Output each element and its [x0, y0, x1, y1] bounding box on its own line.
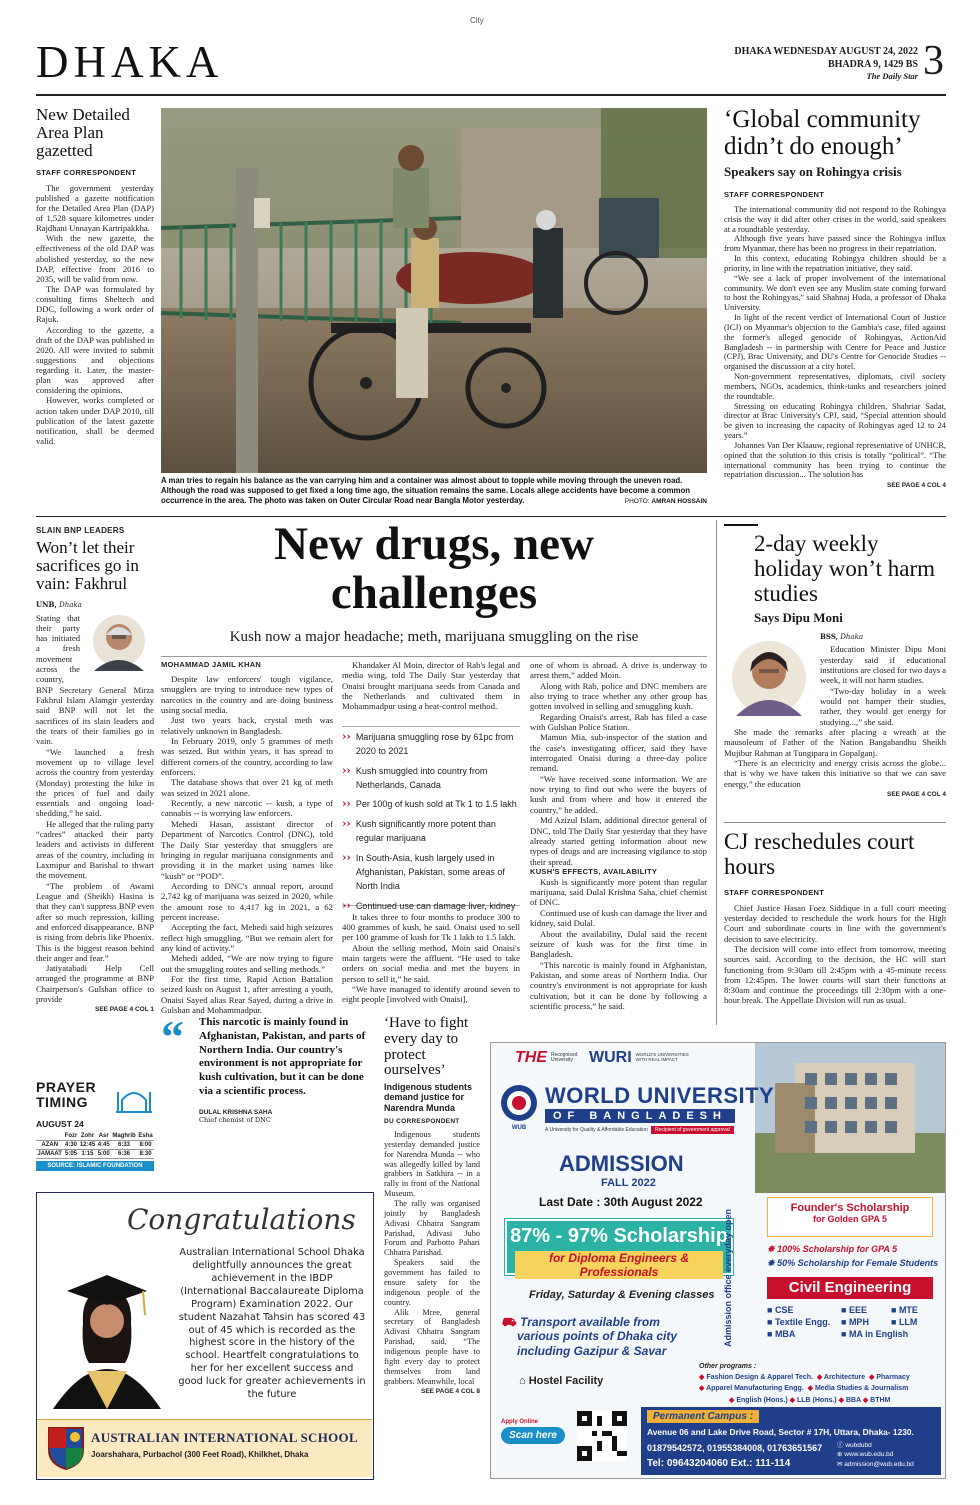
table-cell: Asr — [96, 1132, 110, 1141]
founder-box — [767, 1197, 933, 1237]
paragraph: Mehedi added, “We are now trying to figure out the smuggling routes and selling methods.” — [161, 953, 333, 974]
program-item: ■ MTE — [891, 1305, 918, 1315]
scholarship-item-text: 100% Scholarship for GPA 5 — [777, 1244, 898, 1254]
prayer-title-1: PRAYER — [36, 1079, 97, 1095]
paragraph: Accepting the fact, Mehedi said high seizures reflect high smuggling. “But we remain alert for any kind of activity.” — [161, 922, 333, 953]
campus-photo — [755, 1043, 945, 1193]
table-cell: 6:36 — [111, 1150, 137, 1159]
program-item: ■ MPH — [841, 1317, 869, 1327]
email-link[interactable] — [837, 1460, 914, 1469]
drugs-subsection-head: KUSH'S EFFECTS, AVAILABILITY — [530, 866, 658, 876]
chevron-right-icon: ›› — [342, 851, 351, 865]
quote-icon: “ — [161, 1011, 184, 1062]
table-cell: AZAN — [36, 1141, 63, 1150]
paragraph: Regarding Onaisi's arrest, Rab has filed a case with Gulshan Police Station. — [530, 711, 707, 733]
program-grid — [767, 1305, 935, 1339]
paragraph: The decision will come into effect from tomorrow, meeting sources said. According to the decision, the HC will start functioning from 9:30am till 2:45pm with a 45-minute recess from 12:45pm. The lower courts will start their functions at 8:30am and continue the proceedings till 2:30pm with a one-hour break. The Appellate Division will run as usual. — [724, 943, 946, 1006]
paragraph: Along with Rab, police and DNC members are also trying to trace whether any other group has gotten involved in selling and smuggling kush. — [530, 680, 707, 712]
other-programs — [699, 1361, 943, 1406]
paragraph: Continued use of kush can damage the liver and kidney, said Dulal. — [530, 907, 707, 929]
paragraph: However, works completed or action taken under DAP 2010, till publication of the latest gazette notification, shall be deemed valid. — [36, 395, 154, 447]
paragraph: Stressing on educating Rohingya children, Shahriar Sadat, director at Brac University's CPJ, said, “Special attention should be given to increasing the capacity of Rohingyas aged 12 to 24 years.” — [724, 401, 946, 441]
hostel-label: Hostel Facility — [528, 1375, 604, 1387]
paragraph: He alleged that the ruling party “cadres” attacked their party leaders and activists in different areas of the country, including in Laxmipur and Barishal to thwart the movement. — [36, 818, 154, 881]
table-cell — [36, 1132, 63, 1141]
paragraph: According to DNC's annual report, around 2,742 kg of marijuana was seized in 2020, while the amount rose to 4,417 kg in 2021, a 62 percent increase. — [161, 880, 333, 922]
hostel-text — [519, 1375, 603, 1387]
paragraph: Johannes Van Der Klaauw, regional representative of UNHCR, opined that the solution to this crisis is totally “political”. “The international community has been trying to continue the repatriation discussion... The solution has — [724, 440, 946, 480]
paragraph: In February 2019, only 5 grammes of meth was seized. But within years, it has spread to different corners of the country, according to law enforcers. — [161, 736, 333, 778]
other-item: Pharmacy — [876, 1374, 910, 1382]
school-name: AUSTRALIAN INTERNATIONAL SCHOOL — [91, 1430, 358, 1445]
facebook-icon: ⓕ — [837, 1442, 844, 1449]
home-icon: ⌂ — [519, 1375, 526, 1387]
drugs-headline-line2: challenges — [330, 567, 538, 620]
chevron-right-icon: ›› — [342, 797, 351, 811]
scholarship-banner — [505, 1219, 733, 1279]
rule-mark — [724, 524, 758, 526]
paragraph: The government yesterday published a gazette notification for the Detailed Area Plan (DAP) of 1,528 square kilometres under Rajdhani Unnayan Kartripakkha. — [36, 182, 154, 234]
paragraph: In this context, educating Rohingya children should be a priority, in line with the repatriation initiative, they said. — [724, 254, 946, 273]
prayer-title — [36, 1080, 96, 1109]
photo-caption — [161, 476, 707, 507]
rohingya-body — [724, 205, 946, 480]
dap-article — [36, 106, 154, 446]
scholarship-headline: 87% - 97% Scholarship — [510, 1225, 728, 1247]
paragraph: Mehedi Hasan, assistant director of Department of Narcotics Control (DNC), told The Daily Star yesterday that smugglers are bringing in regular marijuana consignments and providing it in the market using names like “kush” or “POD”. — [161, 818, 333, 881]
last-date: Last Date : 30th August 2022 — [539, 1195, 703, 1209]
star-icon: ✸ — [767, 1257, 775, 1268]
bnp-article — [36, 526, 154, 1013]
cj-body — [724, 903, 946, 1006]
photo-credit — [625, 498, 707, 506]
paragraph: “The problem of Awami League and (Sheikh) Hasina is that they can't suppress BNP even after so much repression, killing and enforced disappearance. BNP is rising from debris like Phoenix. This is the biggest reason behind their anger and fear.” — [36, 880, 154, 963]
uni-tagline: A University for Quality & Affordable Education — [545, 1127, 648, 1133]
bnp-jump[interactable]: SEE PAGE 4 COL 1 — [94, 1006, 154, 1014]
email-text: admission@wub.edu.bd — [844, 1460, 914, 1468]
uni-name: WORLD UNIVERSITY — [545, 1083, 775, 1108]
prayer-header — [36, 1080, 154, 1118]
paragraph: Although five years have passed since the Rohingya influx from Myanmar, there has been no progress in their repatriation. — [724, 234, 946, 254]
paragraph: Alik Mree, general secretary of Bangladesh Adivasi Chhatra Sangram Parishad, said, “The indigenous people have to fight every day to protect themselves from land grabbers. Meanwhile, local — [384, 1307, 480, 1386]
rohingya-article — [724, 106, 946, 489]
website-text: www.wub.edu.bd — [844, 1451, 894, 1459]
transport-1: Transport available from — [520, 1315, 660, 1329]
table-cell: Maghrib — [112, 1133, 136, 1139]
paragraph: She made the remarks after placing a wreath at the mausoleum of Father of the Nation Bangabandhu Sheikh Mujibur Rahman at Tungipara in Gopalganj. — [724, 726, 946, 758]
university-ad — [490, 1042, 946, 1479]
civil-engineering: Civil Engineering — [767, 1277, 933, 1299]
star-icon: ✸ — [767, 1244, 775, 1254]
the-logo-text: THE — [515, 1049, 547, 1066]
paragraph: With the new gazette, the effectiveness of the old DAP was abolished yesterday, so the new DAP, effective from 2016 to 2035, will be valid from now. — [36, 233, 154, 284]
drugs-col3-body — [530, 660, 707, 1011]
drugs-col1 — [161, 660, 333, 1015]
chevron-right-icon: ›› — [342, 729, 351, 743]
uni-recog: Recipient of government approval — [651, 1126, 734, 1134]
indigenous-article — [384, 1016, 480, 1395]
holiday-subhead: Says Dipu Moni — [754, 610, 843, 626]
highlight-text: In South-Asia, kush largely used in Afghanistan, Pakistan, some areas of North India — [355, 853, 505, 892]
paragraph: According to the gazette, a draft of the DAP was published in 2020. All were invited to submit suggestions and objections regarding it. Later, the master-plan was approved after considering the opinions. — [36, 324, 154, 396]
paragraph: Just two years back, crystal meth was relatively unknown in Bangladesh. — [161, 715, 333, 736]
table-cell: 8:30 — [137, 1150, 154, 1159]
semester: FALL 2022 — [601, 1177, 656, 1189]
campus-label: Permanent Campus : — [647, 1410, 759, 1423]
drugs-col2-top — [342, 660, 520, 712]
bnp-agency: UNB, — [36, 599, 57, 609]
masthead-rule — [36, 94, 946, 96]
cj-article — [724, 830, 946, 1006]
contact-list — [837, 1441, 914, 1469]
program-label: EEE — [848, 1305, 867, 1315]
wub-crest-icon — [499, 1083, 539, 1123]
paragraph: “We have received some information. We are now trying to find out who were the buyers of kush and from where and how it entered the country,” he added. — [530, 773, 707, 815]
credit-name: AMRAN HOSSAIN — [651, 498, 707, 506]
highlight-text: Kush smuggled into country from Netherlands, Canada — [355, 765, 488, 790]
drugs-rule — [161, 656, 707, 657]
paragraph: “We have managed to identify around seven to eight people [involved with Onaisi], — [342, 984, 520, 1005]
other-row: ◆ English (Hons.) ◆ LLB (Hons.) ◆ BBA ◆ BTHM — [729, 1396, 891, 1404]
prayer-table — [36, 1132, 154, 1159]
transport-block — [501, 1315, 721, 1358]
drugs-col1-body — [161, 674, 333, 1015]
section-tag: City — [470, 16, 484, 25]
classes-text: Friday, Saturday & Evening classes — [529, 1289, 715, 1301]
school-address: Joarshahara, Purbachol (300 Feet Road), Khilkhet, Dhaka — [91, 1450, 309, 1459]
highlight-text: Per 100g of kush sold at Tk 1 to 1.5 lakh — [355, 799, 517, 810]
quote-text: This narcotic is mainly found in Afghanistan, Pakistan, and parts of Northern India. Our country's environment is not appropriate for kush cultivation, but it can be done via a scientific process. — [199, 1016, 366, 1097]
fakhrul-portrait — [84, 613, 154, 673]
table-cell: 8:00 — [137, 1141, 154, 1150]
admission-title: ADMISSION — [559, 1151, 684, 1176]
paragraph: Md Azizul Islam, additional director general of DNC, told The Daily Star yesterday that they have already started getting information about new types of drugs and are increasing vigilance to stop their spread. — [530, 815, 707, 867]
wuri-logo-text: WURI — [589, 1049, 632, 1066]
drugs-headline — [161, 520, 707, 646]
program-item: ■ EEE — [841, 1305, 867, 1315]
paragraph: In light of the recent verdict of International Court of Justice (ICJ) on Myanmar's objection to the Gambia's case, filed against the former's alleged genocide of Rohingyas, ActionAid Bangladesh -- in partnership with Centre for Peace and Justice (CPJ), Brac University, and DU's Centre for Genocide Studies -- organised the discussion at a city hotel. — [724, 313, 946, 372]
date-line: DHAKA WEDNESDAY AUGUST 24, 2022 — [734, 46, 918, 57]
table-cell: Esha — [138, 1133, 153, 1139]
paragraph: Non-government representatives, diplomats, civil society members, NGOs, academics, think-tanks and researchers joined the roundtable. — [724, 372, 946, 401]
other-row: ◆ Apparel Manufacturing Engg. ◆ Media Studies & Journalism — [699, 1385, 909, 1393]
bangla-date: BHADRA 9, 1429 BS — [827, 58, 918, 70]
table-cell: 4:45 — [97, 1142, 110, 1148]
rohingya-byline: STAFF CORRESPONDENT — [724, 190, 825, 199]
paragraph: Indigenous students yesterday demanded justice for Narendra Munda -- who was allegedly killed by land grabbers in Satkhira -- in a rally in front of the National Museum. — [384, 1130, 480, 1199]
qr-code[interactable] — [577, 1411, 627, 1461]
indigenous-jump[interactable]: SEE PAGE 4 COL 8 — [420, 1388, 480, 1396]
mosque-icon — [114, 1082, 154, 1114]
bnp-paragraphs — [36, 747, 154, 1005]
telephone: Tel: 09643204060 Ext.: 111-114 — [647, 1458, 791, 1469]
highlight-text: Kush significantly more potent than regular marijuana — [355, 819, 496, 844]
wuri-logo-sub: WORLD'S UNIVERSITIES WITH REAL IMPACT — [635, 1052, 689, 1062]
drugs-col3 — [530, 660, 707, 1011]
section-title: DHAKA — [36, 37, 224, 87]
highlight-item — [342, 818, 520, 846]
drugs-byline: MOHAMMAD JAMIL KHAN — [161, 660, 262, 669]
bnp-body — [36, 613, 154, 1014]
section-rule — [724, 822, 946, 823]
table-cell: 5:00 — [97, 1151, 110, 1157]
prayer-timing-box — [36, 1080, 154, 1171]
bus-icon: ⛟ — [501, 1315, 517, 1329]
holiday-agency: BSS, — [820, 632, 839, 642]
scholarship-item-text: 50% Scholarship for Female Students — [777, 1257, 939, 1268]
rohingya-jump[interactable]: SEE PAGE 4 COL 4 — [886, 482, 946, 490]
chevron-right-icon: ›› — [342, 817, 351, 831]
program-label: CSE — [774, 1305, 794, 1315]
holiday-jump[interactable]: SEE PAGE 4 COL 4 — [886, 790, 946, 798]
wuri-logo — [589, 1049, 690, 1067]
table-header — [36, 1132, 154, 1141]
paragraph: Khandaker Al Moin, director of Rab's legal and media wing, told The Daily Star yesterday that Onaisi brought marijuana seeds from Canada and the Netherlands and cultivated them in Mohammadpur using a heat-control method. — [342, 660, 520, 712]
paragraph: Mamun Mia, sub-inspector of the station and the case's investigating officer, said they have interrogated Onaisi during a three-day police remand. — [530, 732, 707, 774]
founder-sub: for Golden GPA 5 — [812, 1214, 887, 1224]
rohingya-headline: ‘Global community didn’t do enough’ — [724, 106, 921, 160]
social-handle[interactable] — [837, 1441, 914, 1450]
other-item: Apparel Manufacturing Engg. — [706, 1385, 804, 1393]
drugs-col2 — [342, 660, 520, 1005]
transport-line — [501, 1315, 721, 1329]
other-item: Fashion Design & Apparel Tech. — [706, 1374, 813, 1382]
quote-author: DULAL KRISHNA SAHA — [199, 1108, 273, 1116]
drugs-subhead: Kush now a major headache; meth, marijuana smuggling on the rise — [229, 628, 639, 645]
paragraph: “We see a lack of proper involvement of the international community. We don't even see any Muslim state coming forward to host the Rohingyas,” said Shahnaj Huda, a professor of Dhaka University. — [724, 273, 946, 313]
prayer-title-2: TIMING — [36, 1093, 88, 1110]
highlight-item — [342, 731, 520, 759]
social-text: wubdubd — [845, 1442, 872, 1449]
table-cell: Fozr — [64, 1133, 78, 1139]
program-item: ■ MA in English — [841, 1329, 909, 1339]
prayer-date: AUGUST 24 — [36, 1119, 84, 1129]
school-crest-icon — [47, 1426, 85, 1470]
table-cell: 4:30 — [64, 1142, 77, 1148]
quote-role: Chief chemist of DNC — [199, 1115, 271, 1124]
office-open-vertical: Admission office everyday open — [723, 1208, 733, 1348]
website-link[interactable] — [837, 1450, 914, 1459]
program-label: MPH — [848, 1317, 869, 1327]
page-number: 3 — [923, 38, 944, 84]
dap-headline: New Detailed Area Plan gazetted — [36, 105, 130, 160]
program-item: ■ Textile Engg. — [767, 1317, 831, 1327]
table-cell: 6:33 — [111, 1141, 137, 1150]
other-item: English (Hons.) — [736, 1396, 788, 1404]
rohingya-subhead: Speakers say on Rohingya crisis — [724, 164, 902, 179]
globe-icon: ⊕ — [837, 1451, 843, 1459]
drugs-headline-line1: New drugs, new — [274, 518, 594, 570]
paragraph: Speakers said the government has failed to ensure safety for the indigenous people of the country. — [384, 1258, 480, 1307]
cj-headline: CJ reschedules court hours — [724, 829, 915, 879]
street-scene-image — [161, 108, 707, 473]
other-item: BBA — [845, 1396, 861, 1404]
paragraph: The international community did not respond to the Rohingya crisis the way it did after other crises in the world, said speakers at a roundtable yesterday. — [724, 205, 946, 234]
other-row: ◆ Fashion Design & Apparel Tech. ◆ Architecture ◆ Pharmacy — [699, 1374, 910, 1382]
holiday-place: Dhaka — [840, 633, 864, 642]
paragraph: About the availability, Dulal said the recent seizure of kush was for the first time in Bangladesh. — [530, 928, 707, 960]
program-label: LLM — [898, 1317, 918, 1327]
pull-quote — [161, 1011, 371, 1124]
congrats-title: Congratulations — [127, 1203, 356, 1236]
news-photo — [161, 108, 707, 473]
table-cell: Zohr — [79, 1132, 97, 1141]
cj-byline: STAFF CORRESPONDENT — [724, 887, 825, 897]
highlight-text: Continued use can damage liver, kidney — [355, 901, 516, 912]
caption-text: A man tries to regain his balance as the van carrying him and a container was almost about to topple while moving through the uneven road. Although the road was supposed to get fixed a long time ago, the situation remains the same. Locals allege accidents have become a common occurrence in the area. The photo was taken on Outer Circular Road near Bangla Motor yesterday. — [161, 476, 691, 506]
program-label: Textile Engg. — [774, 1317, 831, 1327]
table-cell: 1:15 — [79, 1150, 97, 1159]
founder-title: Founder's Scholarship — [790, 1202, 910, 1214]
campus-strip — [641, 1407, 941, 1475]
campus-address: Avenue 06 and Lake Drive Road, Sector # 17H, Uttara, Dhaka- 1230. — [647, 1427, 914, 1437]
paragraph: Jatiyatabadi Help Cell arranged the programme at BNP Chairperson's Gulshan office to provide — [36, 963, 154, 1005]
scholarship-item — [767, 1243, 938, 1257]
bnp-byline — [36, 600, 154, 609]
uni-sub: OF BANGLADESH — [545, 1109, 735, 1123]
program-item: ■ CSE — [767, 1305, 794, 1315]
school-footer — [37, 1419, 372, 1477]
program-item: ■ MBA — [767, 1329, 796, 1339]
transport-3: including Gazipur & Savar — [517, 1343, 667, 1358]
scan-here-button[interactable]: Scan here — [501, 1427, 565, 1444]
dap-body — [36, 183, 154, 447]
indigenous-subhead: Indigenous students demand justice for Narendra Munda — [384, 1082, 473, 1113]
program-label: MTE — [898, 1305, 918, 1315]
paragraph: “Two-day holiday in a week would not hamper their studies, rather, they would get energy for studying...,” she said. — [820, 685, 946, 727]
program-label: MA in English — [848, 1329, 909, 1339]
the-logo — [515, 1049, 599, 1067]
transport-2: various points of Dhaka city — [517, 1329, 678, 1344]
section-rule — [36, 516, 946, 517]
paragraph: It takes three to four months to produce 300 to 400 grammes of kush, he said. Onaisi used to sell per 100 gramme of kush for Tk 1 lakh to 1.5 lakh. — [342, 911, 520, 943]
holiday-headline: 2-day weekly holiday won’t harm studies — [754, 531, 935, 606]
apply-label: Apply Online — [501, 1419, 539, 1425]
paragraph: “This narcotic is mainly found in Afghanistan, Pakistan, and some areas of Northern India. Our country's environment is not appropriate for kush cultivation, but it can be done by following a scientific process,” he said. — [530, 959, 707, 1011]
highlight-item — [342, 765, 520, 793]
highlight-item — [342, 798, 520, 812]
chevron-right-icon: ›› — [342, 899, 351, 913]
apply-online-badge[interactable] — [501, 1419, 565, 1459]
highlight-item — [342, 852, 520, 894]
table-cell: JAMAAT — [37, 1151, 62, 1157]
bnp-place: Dhaka — [59, 600, 82, 609]
column-divider — [716, 520, 717, 1025]
highlights-box — [342, 726, 520, 913]
scholarship-sub: for Diploma Engineers & Professionals — [515, 1251, 723, 1279]
congrats-body: Australian International School Dhaka delightfully announces the great achievement in the IBDP (International Baccalaureate Diploma Program) Examination 2022. Our student Nazahat Tahsin has scored 43 out of 45 which is recorded as the highest score in the history of the school. Heartfelt congratulations to her for her excellent success and good luck for greater achievements in the future — [178, 1247, 366, 1401]
prayer-source: SOURCE: ISLAMIC FOUNDATION — [36, 1161, 154, 1171]
paragraph: Chief Justice Hasan Foez Siddique in a full court meeting yesterday decided to reschedule the work hours for the High Court and subordinate courts in line with the government's decision to save electricity. — [724, 902, 946, 944]
other-item: Media Studies & Journalism — [814, 1385, 909, 1393]
phones: 01879542572, 01955384008, 01763651567 — [647, 1443, 823, 1453]
paper-name: The Daily Star — [866, 71, 918, 81]
other-item: BTHM — [870, 1396, 891, 1404]
table-cell: 5:05 — [64, 1151, 77, 1157]
other-item: Architecture — [823, 1374, 866, 1382]
paragraph: The rally was organised jointly by Bangladesh Adivasi Chhatra Sangram Parishad, Adivasi Jubo Forum and Parbotto Pahari Chhatra Parishad. — [384, 1199, 480, 1258]
table-row — [36, 1150, 154, 1159]
holiday-article — [724, 524, 946, 798]
other-item: LLB (Hons.) — [796, 1396, 837, 1404]
highlight-text: Marijuana smuggling rose by 61pc from 2020 to 2021 — [355, 731, 514, 756]
student-photo — [47, 1241, 167, 1409]
the-logo-sub: Recognised University — [551, 1051, 578, 1063]
lead-paragraph: Stating that their party has initiated a fresh movement across the country, BNP Secretary General Mirza Fakhrul Islam Alamgir yesterday said BNP will not let the sacrifices of its slain leaders and the tears of their families go in vain. — [36, 612, 154, 747]
paragraph: For the first time, Rapid Action Battalion seized kush on August 1, after arresting a youth, Onaisi Sayed alias Rear Sayed, during a drive in Gulshan and Mohammadpur. — [161, 973, 333, 1015]
congrats-ad — [36, 1192, 374, 1480]
table-cell: 12:45 — [79, 1142, 96, 1148]
paragraph: Despite law enforcers' tough vigilance, smugglers are trying to introduce new types of narcotics in the country and are doing business using social media. — [161, 674, 333, 716]
other-programs-label: Other programs : — [699, 1363, 757, 1370]
paragraph: About the selling method, Moin said Onaisi's main targets were the affluent. “He used to take orders on social media and met the buyers in person to sell it,” he said. — [342, 942, 520, 984]
indigenous-headline: ‘Have to fight every day to protect ourselves’ — [384, 1015, 469, 1079]
paragraph: Kush is significantly more potent than regular marijuana, said Dulal Krishna Saha, chief chemist of DNC. — [530, 876, 707, 908]
mail-icon: ✉ — [837, 1460, 843, 1468]
indigenous-body — [384, 1130, 480, 1386]
program-label: MBA — [774, 1329, 796, 1339]
scholarship-item — [767, 1257, 938, 1271]
paragraph: The database shows that over 21 kg of meth was seized in 2021 alone. — [161, 777, 333, 798]
bnp-kicker: SLAIN BNP LEADERS — [36, 526, 125, 535]
date-block — [734, 46, 918, 82]
paragraph: Recently, a new narcotic -- kush, a type of cannabis -- is worrying law enforcers. — [161, 798, 333, 819]
wub-short: WUB — [511, 1125, 527, 1131]
chevron-right-icon: ›› — [342, 763, 351, 777]
drugs-col2-bottom — [342, 912, 520, 1005]
dipu-moni-portrait — [724, 632, 814, 716]
table-row — [36, 1141, 154, 1150]
indigenous-byline: DU CORRESPONDENT — [384, 1118, 460, 1126]
credit-label: PHOTO: — [624, 498, 650, 506]
scholarship-list — [767, 1243, 938, 1271]
dap-byline: STAFF CORRESPONDENT — [36, 167, 137, 177]
paragraph: “We launched a fresh movement up to village level across the country from yesterday (Monday) protesting the hike in the prices of fuel and daily essentials and ongoing load-shedding,” he said. — [36, 746, 154, 819]
bnp-headline: Won’t let their sacrifices go in vain: Fakhrul — [36, 538, 139, 593]
paragraph: “There is an electricity and energy crisis across the globe... that is why we have taken this initiative so that we can save energy,” the education — [724, 757, 946, 789]
paragraph: Education Minister Dipu Moni yesterday said if educational institutions are closed for two days a week, it will not harm studies. — [820, 644, 947, 686]
paragraph: The DAP was formulated by consulting firms Sheltech and DDC, following a work order of Rajuk. — [36, 283, 154, 325]
paragraph: one of whom is abroad. A drive is underway to arrest them,” added Moin. — [530, 660, 707, 681]
program-item: ■ LLM — [891, 1317, 918, 1327]
